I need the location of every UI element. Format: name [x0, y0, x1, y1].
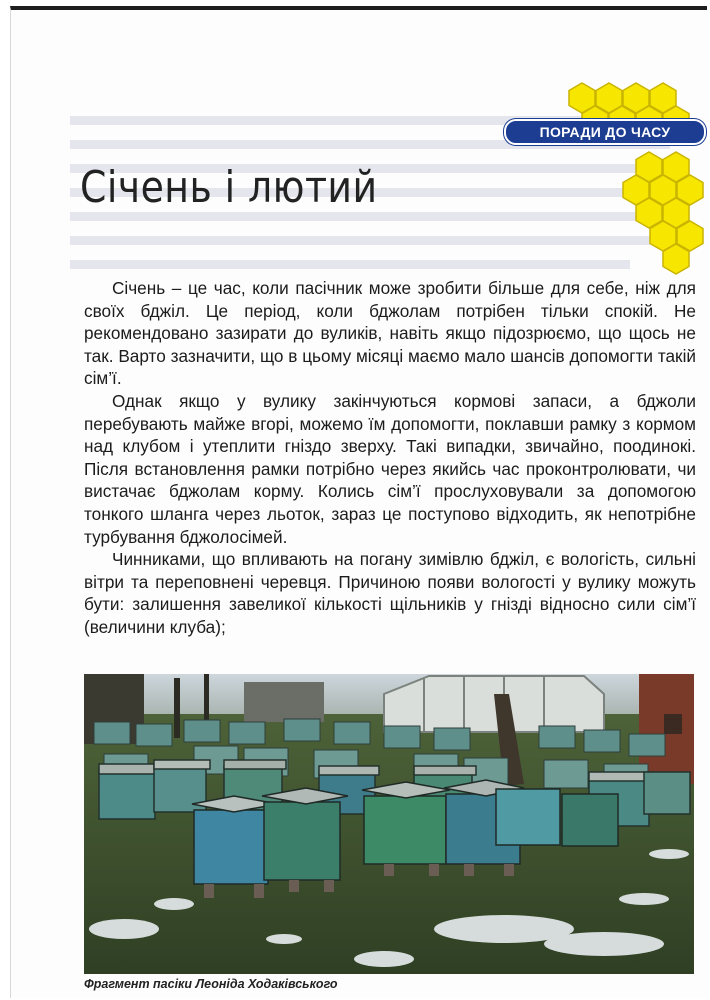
paragraph: Однак якщо у вулику закінчуються кормові запаси, а бджоли перебувають майже вгорі, можемо їм допомогти, поклавши рамку з кормом над клубом і утеплити гніздо зверху. Такі випадки, звичайно, поодинокі. Після встановлення рамки потрібно через якийсь час проконтролювати, чи вистачає бджолам корму. Колись сім’ї прослуховували за допомогою тонкого шланга через льоток, зараз це поступово відходить, як непотрібне турбування бджолосімей.: [84, 390, 696, 547]
section-tag: ПОРАДИ ДО ЧАСУ: [504, 119, 706, 145]
article-title: Січень і лютий: [80, 162, 378, 213]
article-body: [84, 277, 696, 639]
apiary-illustration: [84, 674, 694, 974]
paragraph: Січень – це час, коли пасічник може зробити більше для себе, ніж для своїх бджіл. Це період, коли бджолам потрібен тільки спокій. Не рекомендовано зазирати до вуликів, навіть якщо підозрюємо, що щось не так. Варто зазначити, що в цьому місяці маємо мало шансів допомогти такій сім’ї.: [84, 278, 696, 389]
honeycomb-icon: [560, 70, 710, 280]
paragraph: Чинниками, що впливають на погану зимівлю бджіл, є вологість, сильні вітри та переповнені черевця. Причиною появи вологості у вулику можуть бути: залишення завеликої кількості щільників у гнізді відносно сили сім’ї (величини клуба);: [84, 549, 696, 637]
photo-caption: Фрагмент пасіки Леоніда Ходаківського: [84, 977, 338, 991]
apiary-photo: [84, 674, 694, 974]
